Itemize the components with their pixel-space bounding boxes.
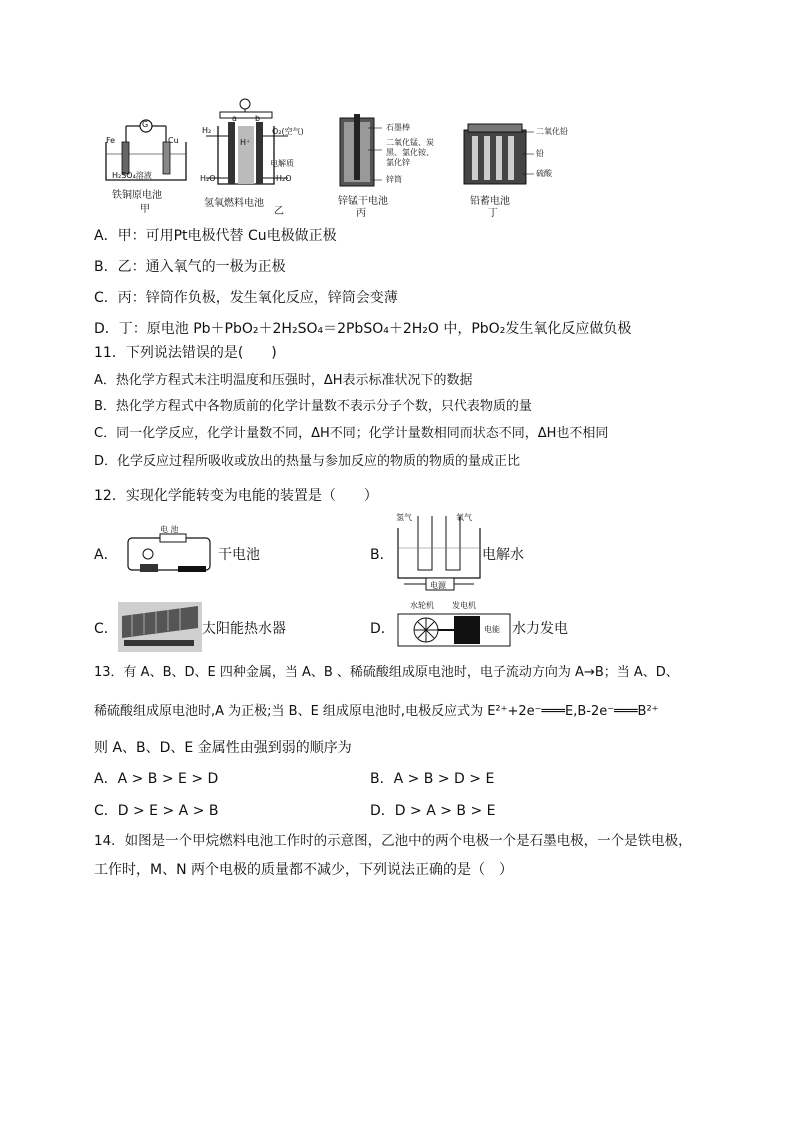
h2o-right-label: H₂O [276,174,292,183]
pb-label: 铅 [536,149,544,158]
q12-option-b-label: B． [370,547,394,563]
q11-option-c: C．同一化学反应，化学计量数不同，ΔH不同；化学计量数相同而状态不同，ΔH也不相同 [94,426,609,441]
hplus-label: H⁺ [240,138,251,147]
oxygen-label: 氧气 [456,513,472,522]
zinc-can-label: 锌筒 [386,175,402,184]
q12-c-figure [118,598,202,652]
q11-option-a: A．热化学方程式未注明温度和压强时，ΔH表示标准状况下的数据 [94,373,473,388]
q14-line2: 工作时，M、N 两个电极的质量都不减少，下列说法正确的是（ ） [94,862,514,878]
hydrogen-label: 氢气 [396,513,412,522]
h2-label: H₂ [202,126,212,135]
q12-b-figure [394,508,484,594]
o2-label: O₂(空气) [272,127,304,136]
q10-option-b: B．乙：通入氧气的一极为正极 [94,259,286,275]
q13-line2: 稀硫酸组成原电池时,A 为正极;当 B、E 组成原电池时,电极反应式为 E²⁺+2e⁻═══E,B-2e⁻═══B²⁺ [94,704,659,719]
q11-option-b: B．热化学方程式中各物质前的化学计量数不表示分子个数，只代表物质的量 [94,399,532,414]
q12-option-c-text: 太阳能热水器 [202,621,286,637]
h2o-left-label: H₂O [200,174,216,183]
fe-cu-cell-tag: 甲 [140,204,150,215]
q12-option-a-label: A． [94,547,118,563]
electrode-a-label: a [232,114,237,123]
figure-lead-acid [458,118,588,218]
figure-fe-cu-cell [100,108,200,218]
q13-line3: 则 A、B、D、E 金属性由强到弱的顺序为 [94,740,352,756]
q11-stem: 11．下列说法错误的是( ) [94,345,277,361]
q12-d-figure [396,600,512,650]
q13-option-b: B．A > B > D > E [370,771,495,787]
q10-option-c: C．丙：锌筒作负极，发生氧化反应，锌筒会变薄 [94,290,398,306]
q12-option-b-text: 电解水 [482,547,524,563]
q13-option-c: C．D > E > A > B [94,803,219,819]
figure-dry-cell [334,114,444,218]
power-source-label: 电源 [430,581,446,590]
q10-option-a: A．甲：可用Pt电极代替 Cu电极做正极 [94,228,337,244]
q12-stem: 12．实现化学能转变为电能的装置是（ ） [94,488,378,504]
cu-label: Cu [168,136,179,145]
lead-acid-tag: 丁 [488,208,498,219]
fuel-cell-tag: 乙 [274,206,284,217]
turbine-label: 水轮机 [410,601,434,610]
galvanometer-label: G [142,120,149,129]
fe-cu-cell-name: 铁铜原电池 [112,190,162,201]
acid-label: 硫酸 [536,169,552,178]
fuel-cell-name: 氢氧燃料电池 [204,198,264,209]
q12-option-d-label: D． [370,621,395,637]
mix-label: 二氧化锰、炭黑、氯化铵、氯化锌 [386,138,434,167]
battery-fig-label: 电 池 [160,525,179,534]
q13-option-a: A．A > B > E > D [94,771,219,787]
q12-option-c-label: C． [94,621,118,637]
fe-label: Fe [106,136,116,145]
solution-label: H₂SO₄溶液 [112,171,152,180]
fe-cu-cell-drawing [100,108,200,218]
pbo2-label: 二氧化铅 [536,127,568,136]
q12-a-figure [120,524,218,578]
q14-line1: 14．如图是一个甲烷燃料电池工作时的示意图，乙池中的两个电极一个是石墨电极，一个是铁电极， [94,833,692,849]
dry-cell-tag: 丙 [356,208,366,219]
q13-line1: 13．有 A、B、D、E 四种金属，当 A、B 、稀硫酸组成原电池时，电子流动方向为 A→B；当 A、D、 [94,665,679,680]
solar-heater-drawing [118,598,202,652]
electrolyte-label: 电解质 [270,159,294,168]
dry-cell-name: 锌锰干电池 [338,196,388,207]
q13-option-d: D．D > A > B > E [370,803,496,819]
electrode-b-label: b [255,114,261,123]
q12-option-a-text: 干电池 [218,547,260,563]
q10-option-d: D．丁：原电池 Pb＋PbO₂＋2H₂SO₄＝2PbSO₄＋2H₂O 中，PbO₂发生氧化反应做负极 [94,321,632,337]
q11-option-d: D．化学反应过程所吸收或放出的热量与参加反应的物质的物质的量成正比 [94,454,521,469]
graphite-rod-label: 石墨棒 [386,123,410,132]
figure-fuel-cell [198,96,320,216]
generator-label: 发电机 [452,601,476,610]
lead-acid-name: 铅蓄电池 [470,196,510,207]
q12-option-d-text: 水力发电 [512,621,568,637]
electric-energy-label: 电能 [484,625,500,634]
